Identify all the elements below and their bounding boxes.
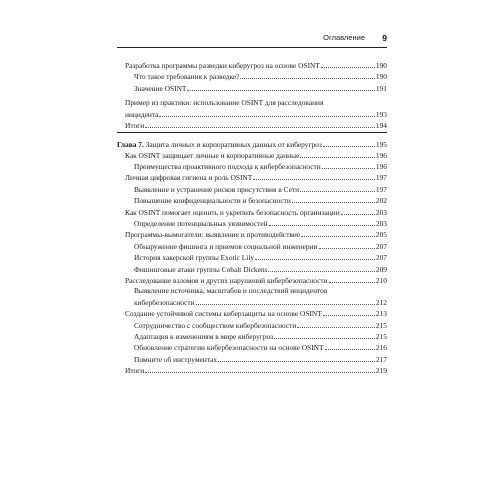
dot-leader xyxy=(329,275,375,283)
running-header xyxy=(117,33,387,48)
chapter-prefix: Глава 7. xyxy=(117,140,144,149)
dot-leader xyxy=(218,354,375,362)
dot-leader xyxy=(145,120,375,128)
toc-entry-text: Выявление и устранение рисков присутствия в Сети xyxy=(134,184,300,194)
dot-leader xyxy=(300,184,375,192)
toc-page-number: 209 xyxy=(375,264,387,274)
chapter-page-number: 195 xyxy=(375,140,387,149)
toc-page-number: 216 xyxy=(375,343,387,353)
dot-leader xyxy=(145,365,375,373)
dot-leader xyxy=(301,229,375,237)
header-page-number: 9 xyxy=(382,33,387,43)
dot-leader xyxy=(274,331,375,339)
toc-page-number: 194 xyxy=(375,121,387,131)
toc-entry-text: кибербезопасности xyxy=(134,297,195,307)
dot-leader xyxy=(341,207,375,215)
toc-entry[interactable] xyxy=(117,275,387,286)
toc-entry-text-line1: Пример из практики: использование OSINT для расследования xyxy=(125,98,324,108)
toc-entry-text: Программы-вымогатели: выявление и противодействие xyxy=(125,230,301,240)
toc-entry-text: Помните об инструментах xyxy=(134,354,218,364)
toc-bottom-block xyxy=(117,150,387,377)
toc-entry[interactable] xyxy=(117,252,387,263)
toc-page-number: 202 xyxy=(375,196,387,206)
toc-entry-text: Сотрудничество с сообществом кибербезопасности xyxy=(134,320,297,330)
chapter-divider xyxy=(117,132,387,133)
toc-entry-text: Определение потенциальных уязвимостей xyxy=(134,218,268,228)
dot-leader xyxy=(323,308,375,316)
dot-leader xyxy=(240,71,374,79)
toc-page-number: 212 xyxy=(375,297,387,307)
toc-page-number: 217 xyxy=(375,354,387,364)
toc-entry[interactable] xyxy=(117,365,387,376)
toc-page-number: 207 xyxy=(375,253,387,263)
dot-leader xyxy=(253,172,375,180)
chapter-title: Защита личных и корпоративных данных от киберугроз xyxy=(145,140,322,149)
toc-entry[interactable] xyxy=(117,98,387,120)
toc-entry-text: Итоги xyxy=(125,121,145,131)
toc-entry-text: Обнаружение фишинга и приемов социальной инженерии xyxy=(134,241,318,251)
dot-leader xyxy=(321,60,375,68)
toc-entry[interactable] xyxy=(117,229,387,240)
header-section-title: Оглавление xyxy=(323,33,365,42)
toc-page-number: 203 xyxy=(375,207,387,217)
toc-page-number: 190 xyxy=(375,61,387,70)
toc-entry[interactable] xyxy=(117,120,387,131)
toc-entry[interactable] xyxy=(117,150,387,161)
toc-entry-text: Расследование взломов и других нарушений кибербезопасности xyxy=(125,275,328,285)
dot-leader xyxy=(300,150,375,158)
toc-page-number: 203 xyxy=(375,218,387,228)
toc-page-number: 219 xyxy=(375,366,387,376)
toc-page-number: 197 xyxy=(375,173,387,183)
toc-top-block xyxy=(117,60,387,131)
toc-page-number: 191 xyxy=(375,83,387,93)
toc-entry[interactable] xyxy=(117,83,387,94)
dot-leader xyxy=(292,195,375,203)
toc-entry[interactable] xyxy=(117,342,387,353)
toc-entry-text: Итоги xyxy=(125,366,145,376)
dot-leader xyxy=(323,139,375,147)
toc-entry-text: Повышение конфиденциальности и безопасности xyxy=(134,196,291,206)
toc-page-number: 210 xyxy=(375,275,387,285)
toc-page-number: 196 xyxy=(375,161,387,171)
toc-entry-text: Создание устойчивой системы киберзащиты на основе OSINT xyxy=(125,309,322,319)
toc-entry-text: Разработка программы разведки киберугроз на основе OSINT xyxy=(125,61,320,70)
toc-entry[interactable] xyxy=(117,286,387,308)
dot-leader xyxy=(269,218,375,226)
dot-leader xyxy=(325,342,375,350)
toc-entry-text-line1: Выявление источника, масштабов и последствий инцидентов xyxy=(134,286,328,296)
dot-leader xyxy=(268,264,374,272)
toc-entry[interactable] xyxy=(117,172,387,183)
dot-leader xyxy=(255,252,375,260)
toc-page-number: 190 xyxy=(375,72,387,82)
toc-entry-text: Фишинговые атаки группы Cobalt Dickens xyxy=(134,264,268,274)
toc-page-number: 193 xyxy=(375,109,387,119)
dot-leader xyxy=(196,297,375,305)
toc-entry[interactable] xyxy=(117,354,387,365)
toc-page-number: 196 xyxy=(375,150,387,160)
toc-entry[interactable] xyxy=(117,161,387,172)
toc-entry-text: Как OSINT помогает оценить и укрепить безопасность организации xyxy=(125,207,340,217)
toc-entry-text: Как OSINT защищает личные и корпоративные данные xyxy=(125,150,300,160)
toc-entry-text: Значение OSINT xyxy=(134,83,187,93)
toc-entry[interactable] xyxy=(117,218,387,229)
toc-page-number: 215 xyxy=(375,320,387,330)
toc-entry-text: История хакерской группы Exotic Lily xyxy=(134,253,255,263)
toc-entry[interactable] xyxy=(117,331,387,342)
dot-leader xyxy=(297,320,375,328)
toc-entry[interactable] xyxy=(117,264,387,275)
dot-leader xyxy=(159,109,374,117)
toc-entry[interactable] xyxy=(117,320,387,331)
toc-entry[interactable] xyxy=(117,71,387,82)
toc-page-number: 215 xyxy=(375,332,387,341)
dot-leader xyxy=(319,241,375,249)
toc-entry-text: Преимущества проактивного подхода к кибербезопасности xyxy=(134,161,321,171)
toc-page-number: 197 xyxy=(375,184,387,194)
toc-entry[interactable] xyxy=(117,241,387,252)
dot-leader xyxy=(322,161,375,169)
toc-entry[interactable] xyxy=(117,184,387,195)
toc-entry-text: Что такое требования к разведке? xyxy=(134,72,240,82)
toc-entry[interactable] xyxy=(117,207,387,218)
toc-entry[interactable] xyxy=(117,60,387,71)
toc-page-number: 207 xyxy=(375,241,387,251)
dot-leader xyxy=(187,83,374,91)
toc-entry-text: Обновление стратегии кибербезопасности на основе OSINT xyxy=(134,343,324,353)
toc-page-number: 213 xyxy=(375,309,387,319)
toc-entry[interactable] xyxy=(117,195,387,206)
toc-entry[interactable] xyxy=(117,308,387,319)
toc-entry-text: инцидента xyxy=(125,109,159,119)
toc-page-number: 205 xyxy=(375,230,387,240)
toc-entry-text: Адаптация к изменениям в мире киберугроз xyxy=(134,332,274,341)
toc-entry-text: Личная цифровая гигиена и роль OSINT xyxy=(125,173,253,183)
